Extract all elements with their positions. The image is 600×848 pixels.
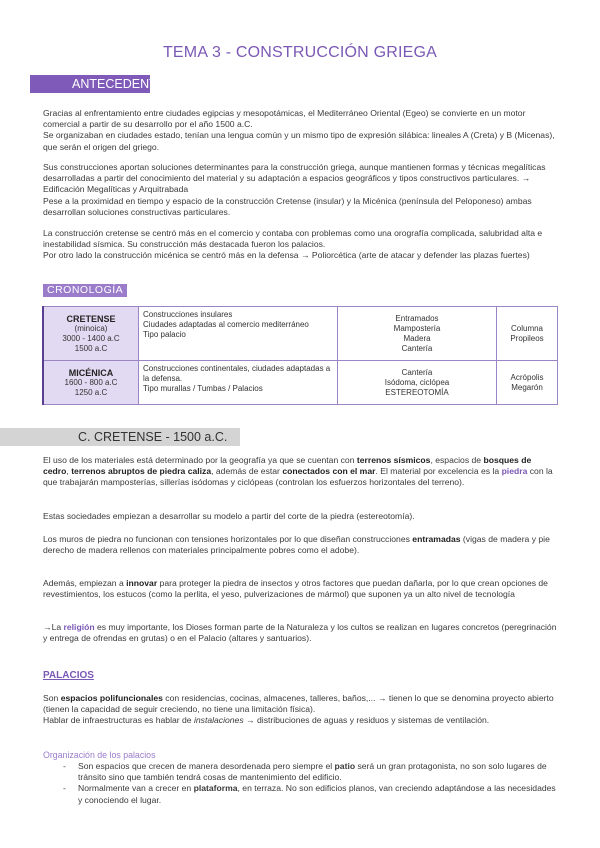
text: , <box>66 466 72 477</box>
text: Son espacios que crecen de manera desordenada pero siempre el <box>78 761 335 771</box>
bold-text: conectados con el mar <box>282 466 376 477</box>
bold-text: bosques de cedro <box>43 455 532 477</box>
paragraph-text: Gracias al enfrentamiento entre ciudades egipcias y mesopotámicas, el Mediterráneo Oriental (Egeo) se convierte en un motor comercial a partir de su desarrollo por el año 1500 a.C. <box>43 108 526 130</box>
text: Son <box>43 693 61 703</box>
text: es muy importante, los Dioses forman parte de la Naturaleza y los cultos se realizan en lugares concretos (peregrinación y entrega de ofrendas en grutas) o en el Palacio (altares y santuarios). <box>43 622 557 644</box>
highlight-text: religión <box>63 622 95 632</box>
material-text: Madera <box>403 333 431 343</box>
text: , en terraza. No son edificios planos, van creciendo adaptándose a las necesidades y conociendo el lugar. <box>78 783 556 805</box>
bullet-dash: - <box>63 783 66 794</box>
material-text: Cantería <box>401 367 433 377</box>
paragraph <box>43 622 558 644</box>
list-item <box>43 783 558 805</box>
paragraph <box>43 455 558 489</box>
feature-text: Construcciones insulares <box>143 310 233 319</box>
text: El uso de los materiales está determinado por la geografía ya que se cuentan con <box>43 455 357 465</box>
text: (vigas de madera y pie derecho de madera rellenos con materiales principalmente pobres como el adobe). <box>43 534 550 556</box>
period-name: CRETENSE <box>66 313 116 324</box>
paragraph: Estas sociedades empiezan a desarrollar su modelo a partir del corte de la piedra (estereotomía). <box>43 511 415 521</box>
table-row <box>43 307 558 361</box>
paragraph <box>43 534 558 556</box>
paragraph <box>43 162 558 218</box>
table-row <box>43 361 558 405</box>
material-text: ESTEREOTOMÍA <box>385 387 449 397</box>
material-text: Mampostería <box>393 323 441 333</box>
element-text: Acrópolis <box>510 372 544 382</box>
text: Hablar de infraestructuras es hablar de <box>43 715 194 726</box>
feature-text: Tipo murallas / Tumbas / Palacios <box>143 384 263 393</box>
period-name: MICÉNICA <box>68 367 114 378</box>
material-text: Cantería <box>401 343 433 353</box>
paragraph-text: La construcción cretense se centró más en el comercio y contaba con problemas como una orografía complicada, salubridad alta e inestabilidad sísmica. Su construcción más destacada fueron los palacios. <box>43 228 543 250</box>
text: será un gran protagonista, no son solo lugares de tránsito sino que también tendrá cosas de mantenimiento del edificio. <box>78 761 547 783</box>
bold-text: terrenos abruptos de piedra caliza <box>71 466 212 477</box>
text: →La <box>43 622 64 632</box>
table-cell-elements <box>497 361 558 405</box>
paragraph <box>43 578 558 600</box>
chronology-table <box>42 306 558 405</box>
period-alt: (minoica) <box>74 323 108 333</box>
table-cell-elements <box>497 307 558 361</box>
feature-text: Construcciones continentales, ciudades adaptadas a la defensa. <box>143 364 331 383</box>
text: con la que trabajarán mamposterías, sillerías isódomas y ciclópeas (controlan los esfuerzos horizontales del terreno). <box>43 466 553 488</box>
bold-text: plataforma <box>193 783 238 794</box>
paragraph-text: Por otro lado la construcción micénica se centró más en la defensa → Poliorcética (arte de atacar y defender las plazas fuertes) <box>43 250 530 261</box>
italic-text: instalaciones <box>193 715 244 726</box>
section-heading-cretense: C. CRETENSE - 1500 a.C. <box>0 428 240 446</box>
text: Normalmente van a crecer en <box>78 783 194 794</box>
element-text: Columna <box>510 323 543 333</box>
text: , espacios de <box>430 455 484 465</box>
paragraph-text: Pese a la proximidad en tiempo y espacio de la construcción Cretense (insular) y la Micénica (península del Peloponeso) ambas desarrollan soluciones constructivas particulares. <box>43 195 532 217</box>
period-dates: 1600 - 800 a.C <box>64 377 118 387</box>
text: Los muros de piedra no funcionan con tensiones horizontales por lo que diseñan construcciones <box>43 534 413 544</box>
table-cell-period <box>43 307 139 361</box>
bold-text: patio <box>334 761 356 771</box>
paragraph-text: Sus construcciones aportan soluciones determinantes para la construcción griega, aunque mantienen formas y técnicas megalíticas desarrolladas a partir del conocimiento del material y su adaptación a espacios geográficos y tipos constructivos particulares. → Edificación Megalíticas y Arquitrabada <box>43 162 546 195</box>
paragraph-text: Se organizaban en ciudades estado, tenían una lengua común y un mismo tipo de expresión silábica: lineales A (Creta) y B (Micenas), que serán el origen del griego. <box>43 130 555 152</box>
section-heading-cronologia: CRONOLOGÍA <box>43 284 127 297</box>
bold-text: entramadas <box>412 534 461 544</box>
text: con residencias, cocinas, almacenes, talleres, baños,... → tienen lo que se denomina proyecto abierto (tienen la capacidad de seguir creciendo, no tiene una limitación física). <box>43 693 554 715</box>
text: Además, empiezan a <box>43 578 127 588</box>
text: → distribuciones de aguas y residuos y sistemas de ventilación. <box>243 715 490 726</box>
material-text: Isódoma, ciclópea <box>384 377 450 387</box>
element-text: Megarón <box>511 382 543 392</box>
table-cell-materials <box>338 307 497 361</box>
subheading-organizacion: Organización de los palacios <box>43 750 156 760</box>
period-dates: 3000 - 1400 a.C <box>62 333 120 343</box>
text: para proteger la piedra de insectos y otros factores que puedan dañarla, por lo que crean opciones de revestimientos, los estucos (como la perlita, el yeso, pulverizaciones de mármol) que suponen ya un alto nivel de tecnología <box>43 578 548 600</box>
table-cell-materials <box>338 361 497 405</box>
bold-text: terrenos sísmicos <box>356 455 431 465</box>
list-item <box>43 761 558 783</box>
table-cell-features <box>139 361 338 405</box>
material-text: Entramados <box>395 313 439 323</box>
feature-text: Ciudades adaptadas al comercio mediterráneo <box>143 320 309 329</box>
table-cell-period <box>43 361 139 405</box>
bullet-list <box>43 761 558 806</box>
section-heading-palacios: PALACIOS <box>43 670 94 681</box>
period-date: 1250 a.C <box>74 387 108 397</box>
text: , además de estar <box>211 466 283 477</box>
highlight-text: piedra <box>501 466 528 477</box>
bullet-dash: - <box>63 761 66 771</box>
element-text: Propileos <box>510 333 544 343</box>
period-date: 1500 a.C <box>74 343 108 353</box>
bold-text: innovar <box>126 578 158 588</box>
table-cell-features <box>139 307 338 361</box>
bold-text: espacios polifuncionales <box>60 693 163 703</box>
paragraph <box>43 693 558 727</box>
text: . El material por excelencia es la <box>375 466 502 477</box>
paragraph <box>43 108 558 153</box>
page-title: TEMA 3 - CONSTRUCCIÓN GRIEGA <box>162 44 438 61</box>
paragraph <box>43 228 558 262</box>
section-heading-antecedentes: ANTECEDENTES <box>30 75 150 93</box>
feature-text: Tipo palacio <box>143 330 186 339</box>
